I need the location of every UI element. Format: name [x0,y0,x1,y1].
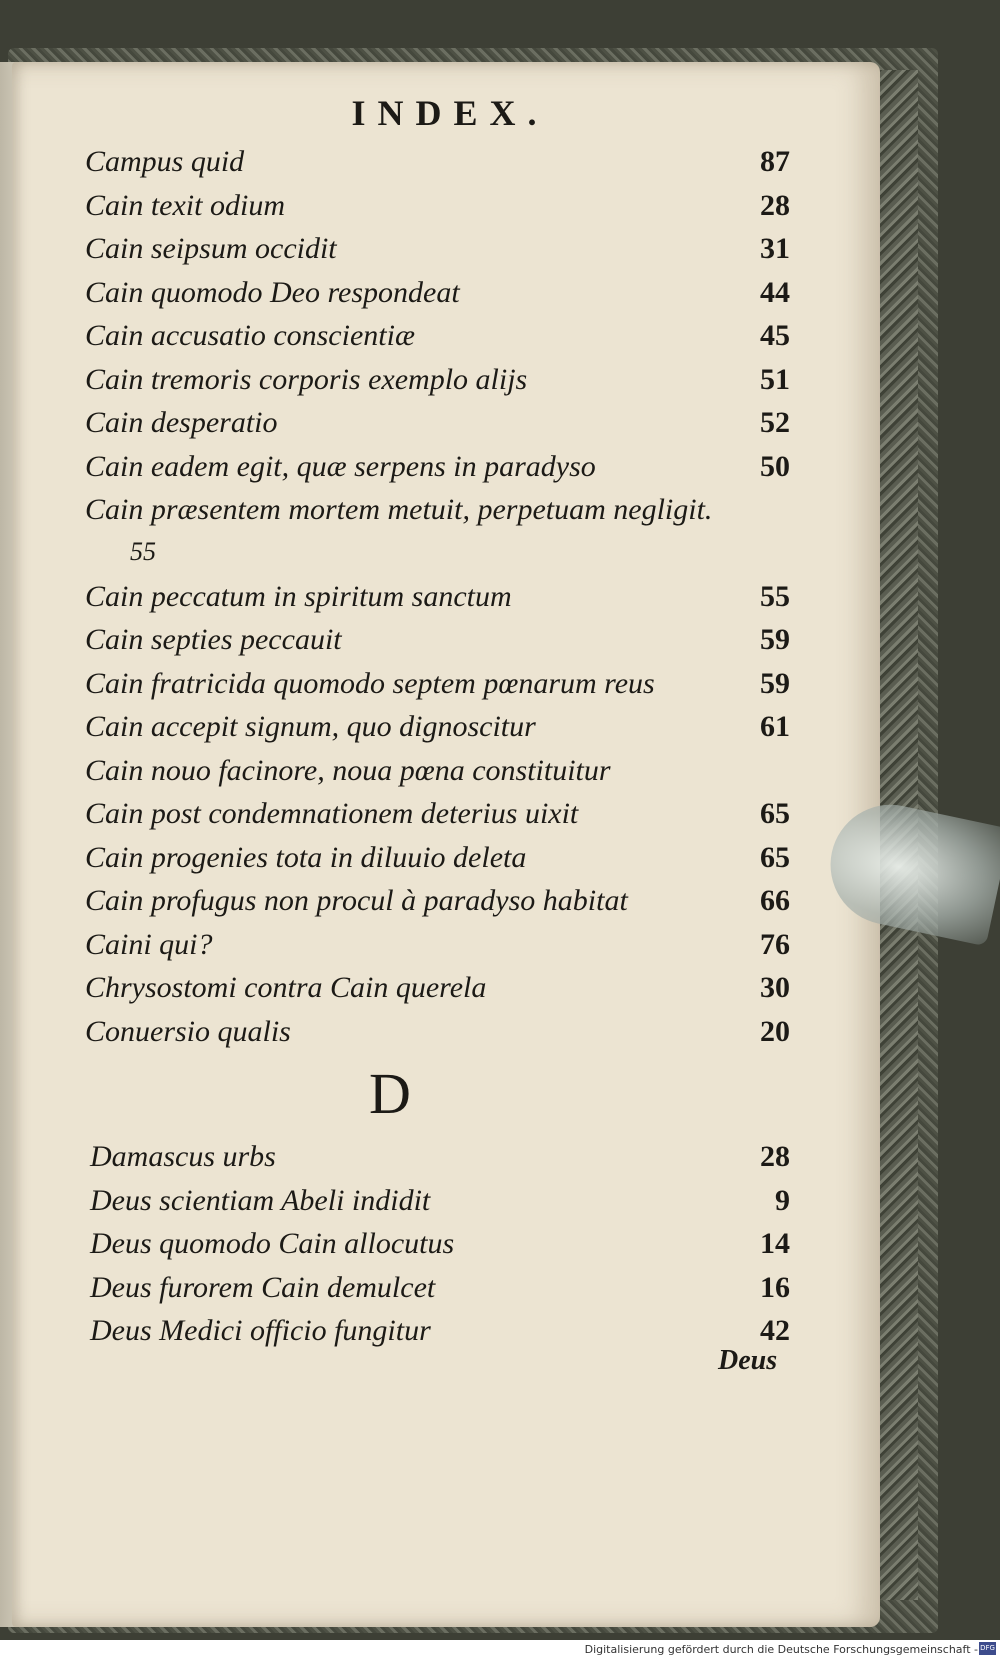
index-entry-page: 52 [760,406,790,439]
index-entry-page: 51 [760,362,790,396]
index-entry-text: Deus quomodo Cain allocutus [90,1227,455,1260]
index-entry-text: Cain progenies tota in diluuio deleta [85,840,527,874]
index-entry [90,1270,790,1315]
index-entry-text: Cain quomodo Deo respondeat [85,275,460,309]
index-entry-page: 28 [760,188,790,222]
index-entry-page: 42 [760,1314,790,1347]
section-letter-d: D [369,1061,411,1126]
index-entry [90,1314,790,1358]
index-entry-continuation: 55 [130,536,156,566]
index-entry [85,145,790,189]
index-entry-text: Conuersio qualis [85,1014,291,1048]
index-entry [90,1140,790,1184]
dfg-logo-icon: DFG [979,1642,996,1655]
index-entry [85,971,790,1015]
index-entry [85,797,790,841]
index-entry [85,406,790,450]
index-entry [85,884,790,928]
index-entry [85,362,790,407]
catchword: Deus [718,1345,778,1376]
index-entry [85,493,785,537]
index-entry [85,666,790,711]
index-entry [90,1227,790,1271]
index-entry-text: Cain peccatum in spiritum sanctum [85,579,512,613]
index-entry-text: Cain post condemnationem deterius uixit [85,797,579,830]
index-entry-text: Cain eadem egit, quæ serpens in paradyso [85,449,596,483]
index-entry-text: Cain tremoris corporis exemplo alijs [85,362,528,396]
index-entry-page: 65 [760,797,790,830]
index-entry [85,275,790,320]
index-entry [85,840,790,885]
index-entry [85,232,790,276]
index-entry-page: 28 [760,1140,790,1173]
index-entry-page: 55 [760,579,790,613]
index-entry-page: 44 [760,275,790,309]
index-entry [90,1183,790,1228]
footer-credit: Digitalisierung gefördert durch die Deutsche Forschungsgemeinschaft - [584,1643,978,1656]
index-entry-page: 31 [760,232,790,265]
index-entry [85,188,790,233]
index-entry [85,710,790,754]
index-entry-text: Cain accepit signum, quo dignoscitur [85,710,536,743]
index-entry [85,579,790,624]
page-header: INDEX. [351,93,549,133]
index-entry-page: 30 [760,971,790,1004]
index-entry-text: Deus furorem Cain demulcet [90,1270,436,1304]
index-entry [85,1014,790,1059]
index-entry-page: 50 [760,449,790,483]
index-entry-text: Cain accusatio conscientiæ [85,319,415,352]
index-entry-page: 65 [760,840,790,874]
index-entry-text: Cain septies peccauit [85,623,342,656]
index-entry-text: Cain nouo facinore, noua pœna constituitur [85,753,611,787]
index-entry-page: 14 [760,1227,790,1260]
index-entry-page: 66 [760,884,790,917]
index-entry-text: Damascus urbs [90,1140,276,1173]
index-entry [85,623,790,667]
index-entry [85,927,790,972]
index-entry-text: Chrysostomi contra Cain querela [85,971,487,1004]
index-entry-text: Cain texit odium [85,188,285,222]
index-entry-text: Caini qui? [85,927,213,961]
index-entry-text: Deus scientiam Abeli indidit [90,1183,431,1217]
index-entry-page: 59 [760,666,790,700]
index-entry-page: 59 [760,623,790,656]
index-entry-text: Cain profugus non procul à paradyso habitat [85,884,628,917]
index-entry-text: Campus quid [85,145,245,178]
index-entry-page: 87 [760,145,790,178]
index-entry-page: 9 [775,1183,790,1217]
index-entry-page: 45 [760,319,790,352]
index-entry-text: Cain fratricida quomodo septem pœnarum reus [85,666,655,700]
index-entry-text: Cain desperatio [85,406,278,439]
index-entry-page: 76 [760,927,790,961]
index-entry-page: 61 [760,710,790,743]
index-entry [85,319,790,363]
index-entry [85,449,790,494]
index-entry-text: Cain præsentem mortem metuit, perpetuam negligit. [85,493,713,526]
index-entry [85,754,785,798]
index-section-c [85,145,790,1058]
index-entry-text: Deus Medici officio fungitur [90,1314,431,1347]
index-entry-text: Cain seipsum occidit [85,232,337,265]
index-entry-page: 20 [760,1014,790,1048]
index-entry-page: 16 [760,1270,790,1304]
index-section-d [90,1140,790,1358]
